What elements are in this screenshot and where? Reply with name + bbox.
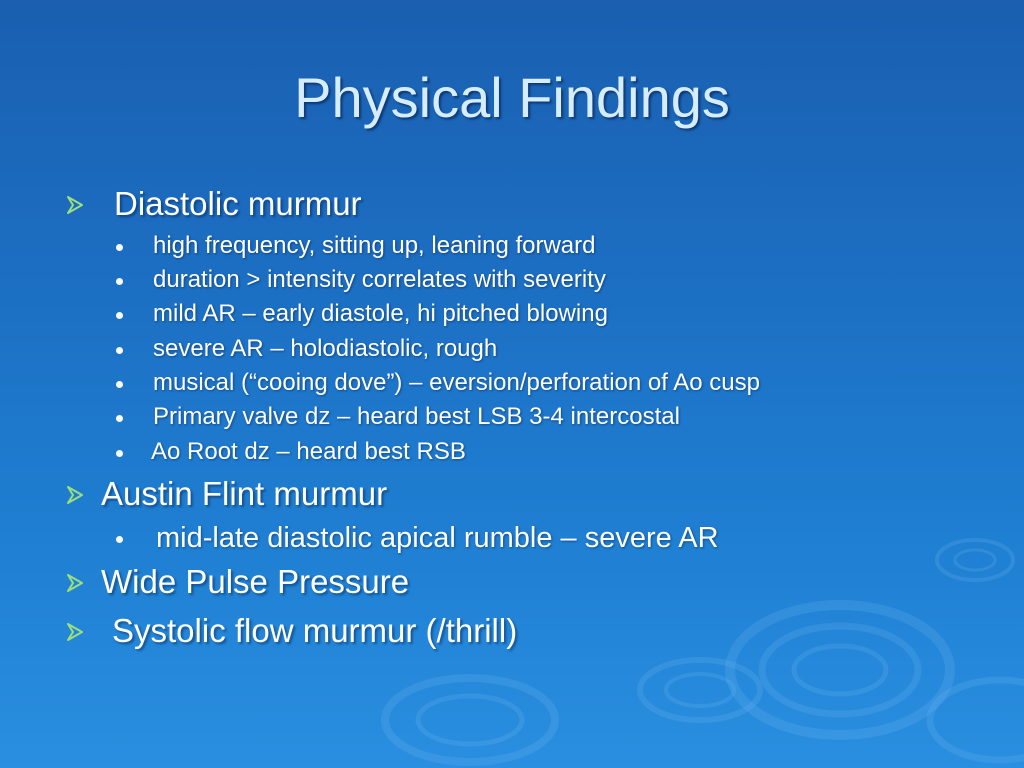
arrow-bullet-icon [66, 623, 84, 641]
bullet-text: Wide Pulse Pressure [101, 563, 410, 600]
bullet-wide-pulse-pressure [66, 562, 409, 602]
sub-bullet [116, 334, 497, 364]
dot-bullet-icon [116, 536, 123, 543]
sub-bullet-text: musical (“cooing dove”) – eversion/perforation of Ao cusp [153, 369, 760, 396]
sub-bullet-text: mild AR – early diastole, hi pitched blowing [153, 300, 608, 327]
sub-bullet-text: Ao Root dz – heard best RSB [151, 438, 466, 465]
sub-bullet [116, 231, 596, 261]
sub-bullet-text: Primary valve dz – heard best LSB 3-4 intercostal [153, 403, 680, 430]
sub-bullet-text: mid-late diastolic apical rumble – severe AR [156, 522, 719, 554]
dot-bullet-icon [116, 244, 123, 251]
sub-bullet [116, 437, 466, 467]
arrow-bullet-icon [66, 486, 84, 504]
sub-bullet [116, 521, 719, 555]
bullet-text: Diastolic murmur [114, 185, 362, 222]
sub-bullet [116, 299, 608, 329]
bullet-text: Systolic flow murmur (/thrill) [112, 612, 518, 649]
sub-bullet [116, 368, 760, 398]
arrow-bullet-icon [66, 196, 84, 214]
sub-bullet-text: severe AR – holodiastolic, rough [153, 335, 498, 362]
dot-bullet-icon [116, 312, 123, 319]
slide-title: Physical Findings [294, 66, 730, 129]
dot-bullet-icon [116, 347, 123, 354]
bullet-text: Austin Flint murmur [101, 475, 388, 512]
bullet-austin-flint-murmur [66, 474, 387, 514]
dot-bullet-icon [116, 450, 123, 457]
sub-bullet-text: high frequency, sitting up, leaning forward [153, 232, 596, 259]
sub-bullet [116, 265, 606, 295]
bullet-systolic-flow-murmur [66, 611, 517, 651]
sub-bullet [116, 402, 680, 432]
arrow-bullet-icon [66, 574, 84, 592]
dot-bullet-icon [116, 415, 123, 422]
dot-bullet-icon [116, 381, 123, 388]
sub-bullet-text: duration > intensity correlates with severity [153, 266, 606, 293]
bullet-diastolic-murmur [66, 184, 362, 224]
dot-bullet-icon [116, 278, 123, 285]
